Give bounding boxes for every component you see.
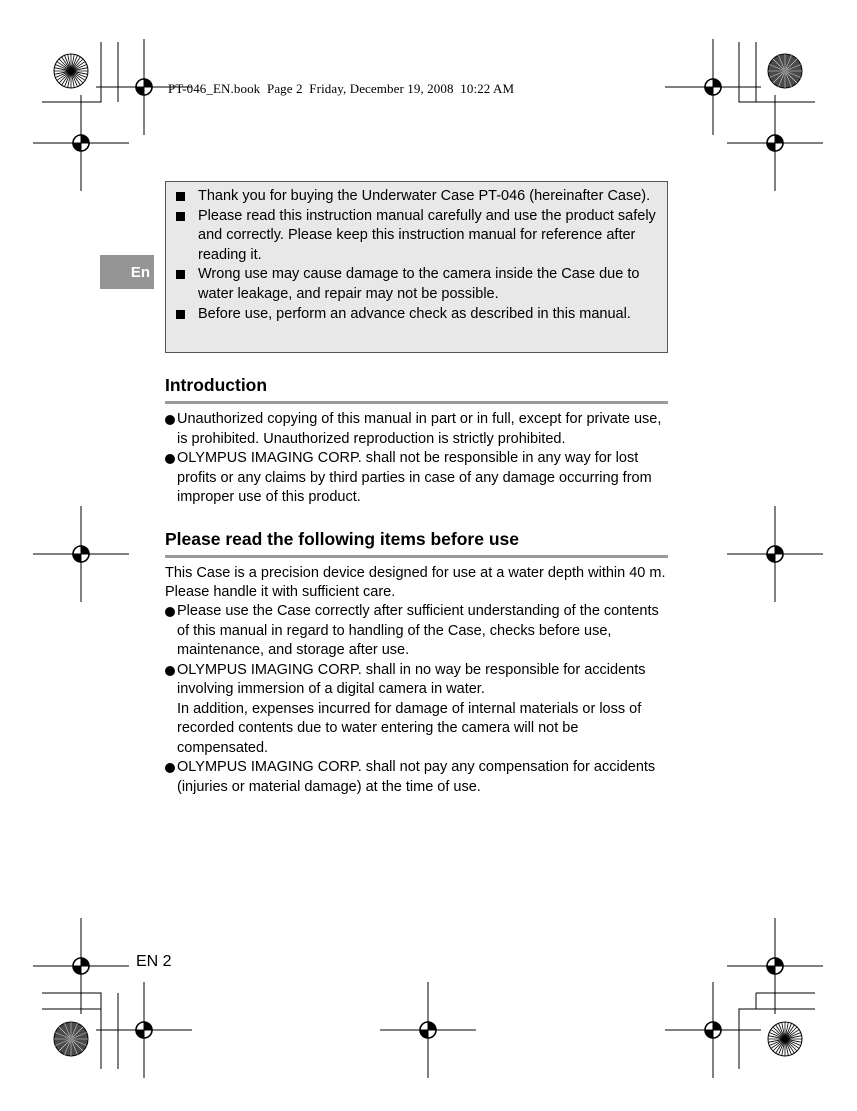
list-item: OLYMPUS IMAGING CORP. shall in no way be responsible for accidents involving immersion of a digital camera in water. In addition, expenses incurred for damage of internal materials or loss of recorded contents due to water entering the camera will not be compensated. bbox=[165, 661, 668, 759]
round-bullet-icon bbox=[165, 415, 175, 425]
round-bullet-icon bbox=[165, 666, 175, 676]
notice-list bbox=[174, 187, 661, 324]
square-bullet-icon bbox=[176, 270, 185, 279]
square-bullet-icon bbox=[176, 212, 185, 221]
introduction-heading: Introduction bbox=[165, 373, 668, 404]
round-bullet-icon bbox=[165, 607, 175, 617]
square-bullet-icon bbox=[176, 310, 185, 319]
square-bullet-icon bbox=[176, 192, 185, 201]
list-item: Please use the Case correctly after sufficient understanding of the contents of this manual in regard to handling of the Case, checks before use, maintenance, and storage after use. bbox=[165, 602, 668, 661]
notice-item: Please read this instruction manual carefully and use the product safely and correctly. Please keep this instruction manual for reference after reading it. bbox=[174, 207, 661, 266]
notice-item: Wrong use may cause damage to the camera inside the Case due to water leakage, and repair may not be possible. bbox=[174, 265, 661, 304]
list-item: OLYMPUS IMAGING CORP. shall not be responsible in any way for lost profits or any claims by third parties in case of any damage occurring from improper use of this product. bbox=[165, 449, 668, 508]
before-use-list bbox=[165, 602, 668, 797]
page-number: EN 2 bbox=[136, 953, 172, 970]
round-bullet-icon bbox=[165, 454, 175, 464]
notice-item: Before use, perform an advance check as described in this manual. bbox=[174, 305, 661, 325]
print-header: PT-046_EN.book Page 2 Friday, December 19, 2008 10:22 AM bbox=[168, 81, 515, 96]
list-item: OLYMPUS IMAGING CORP. shall not pay any compensation for accidents (injuries or material damage) at the time of use. bbox=[165, 758, 668, 797]
notice-box bbox=[165, 181, 668, 353]
introduction-list bbox=[165, 410, 668, 508]
round-bullet-icon bbox=[165, 763, 175, 773]
before-use-intro: This Case is a precision device designed for use at a water depth within 40 m. Please handle it with sufficient care. bbox=[165, 565, 666, 601]
language-tab: En bbox=[100, 255, 154, 289]
introduction-section bbox=[165, 373, 668, 508]
before-use-section bbox=[165, 527, 668, 797]
list-item: Unauthorized copying of this manual in part or in full, except for private use, is prohibited. Unauthorized reproduction is strictly prohibited. bbox=[165, 410, 668, 449]
notice-item: Thank you for buying the Underwater Case PT-046 (hereinafter Case). bbox=[174, 187, 661, 207]
before-use-heading: Please read the following items before use bbox=[165, 527, 668, 558]
